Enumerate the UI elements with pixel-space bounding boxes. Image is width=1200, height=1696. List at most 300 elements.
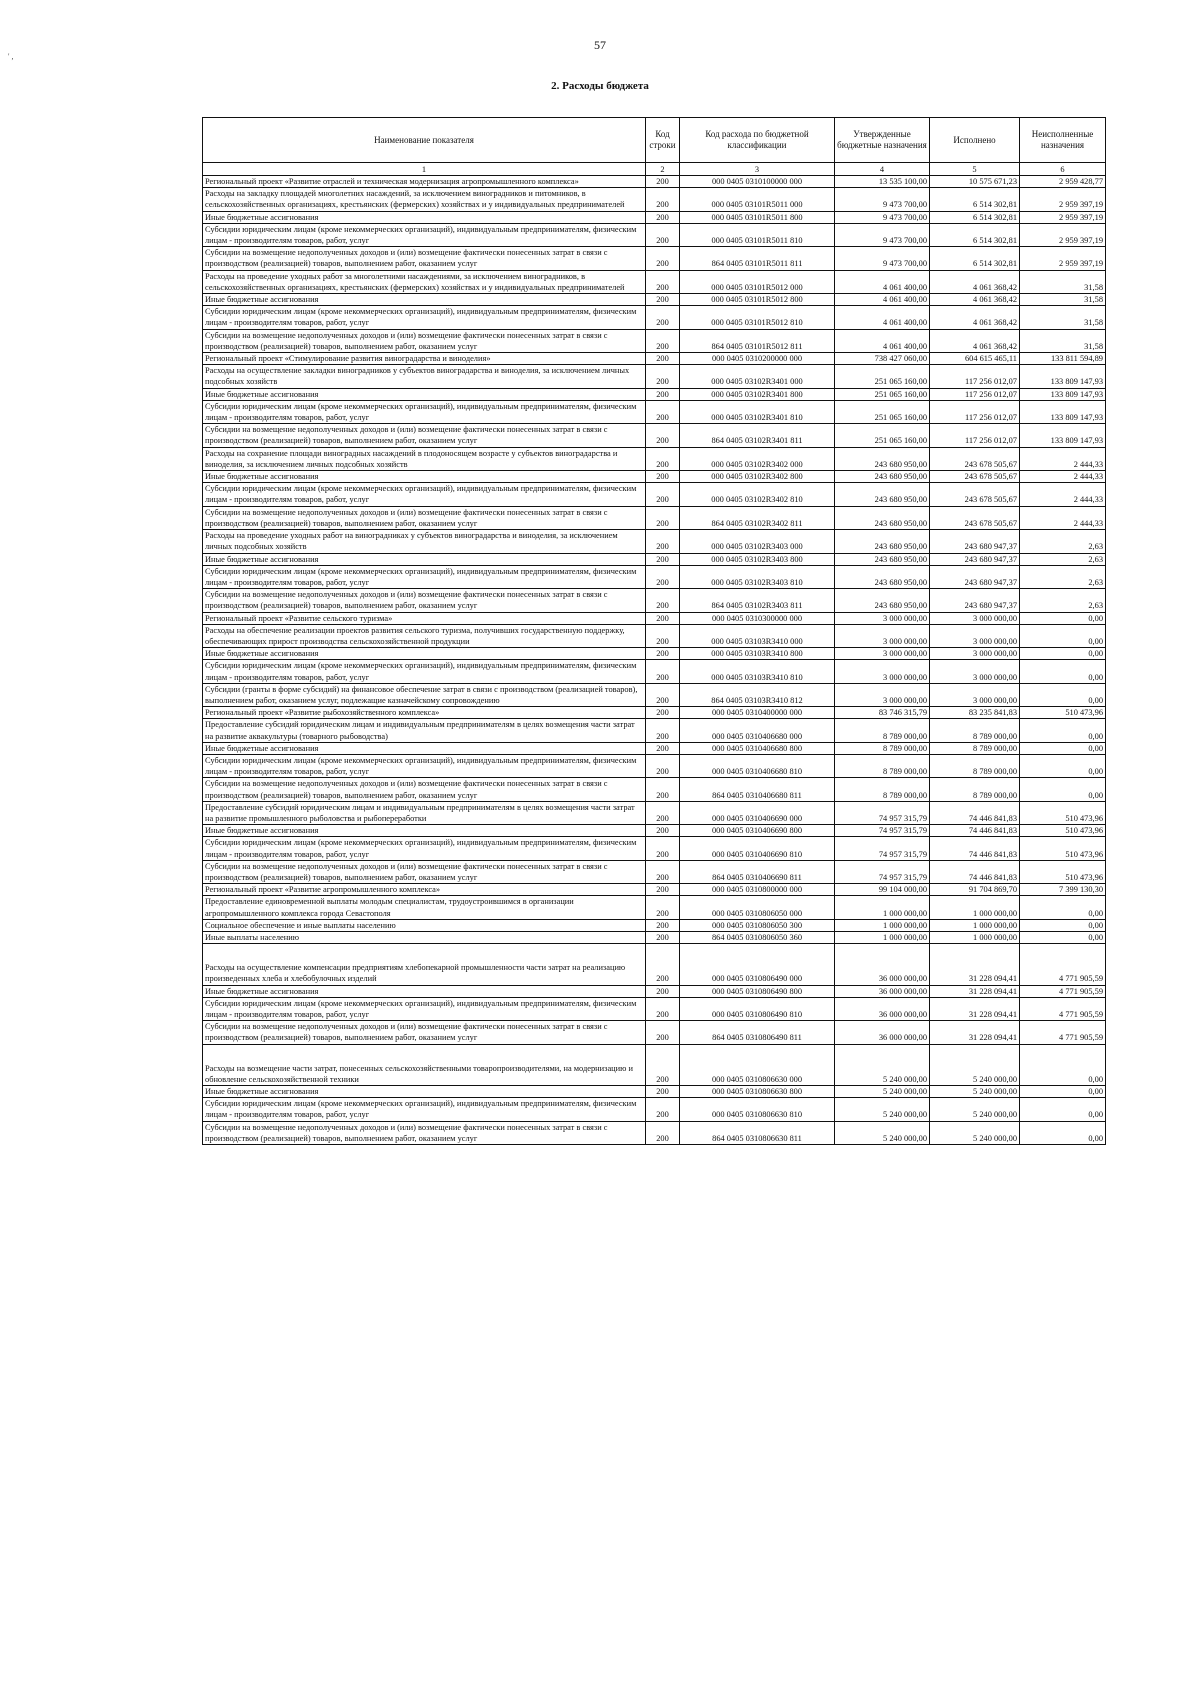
table-row [203, 176, 1106, 188]
table-body [203, 176, 1106, 1145]
row-code-cell: 200 [646, 896, 680, 919]
row-name-cell: Иные бюджетные ассигнования [203, 1086, 646, 1098]
row-classification-cell: 000 0405 0310806630 800 [680, 1086, 835, 1098]
row-executed-cell: 1 000 000,00 [930, 919, 1020, 931]
row-approved-cell: 251 065 160,00 [835, 424, 930, 447]
row-executed-cell: 1 000 000,00 [930, 896, 1020, 919]
row-executed-cell: 4 061 368,42 [930, 306, 1020, 329]
row-executed-cell: 8 789 000,00 [930, 754, 1020, 777]
row-approved-cell: 74 957 315,79 [835, 801, 930, 824]
row-classification-cell: 000 0405 03101R5012 810 [680, 306, 835, 329]
row-executed-cell: 243 680 947,37 [930, 589, 1020, 612]
row-approved-cell: 9 473 700,00 [835, 211, 930, 223]
row-name-cell: Социальное обеспечение и иные выплаты населению [203, 919, 646, 931]
row-approved-cell: 36 000 000,00 [835, 944, 930, 985]
row-code-cell: 200 [646, 997, 680, 1020]
row-name-cell: Субсидии на возмещение недополученных доходов и (или) возмещение фактически понесенных затрат в связи с производством (реализацией) товаров, выполнением работ, оказанием услуг [203, 1121, 646, 1144]
row-approved-cell: 1 000 000,00 [835, 896, 930, 919]
row-code-cell: 200 [646, 660, 680, 683]
row-executed-cell: 243 680 947,37 [930, 553, 1020, 565]
row-approved-cell: 3 000 000,00 [835, 624, 930, 647]
row-code-cell: 200 [646, 294, 680, 306]
table-row [203, 1044, 1106, 1085]
table-row [203, 211, 1106, 223]
table-row [203, 648, 1106, 660]
row-approved-cell: 9 473 700,00 [835, 247, 930, 270]
row-classification-cell: 864 0405 0310406680 811 [680, 778, 835, 801]
row-classification-cell: 000 0405 03102R3401 000 [680, 365, 835, 388]
row-classification-cell: 864 0405 03102R3401 811 [680, 424, 835, 447]
row-classification-cell: 000 0405 0310806050 000 [680, 896, 835, 919]
table-row [203, 447, 1106, 470]
row-executed-cell: 10 575 671,23 [930, 176, 1020, 188]
row-name-cell: Предоставление субсидий юридическим лицам и индивидуальным предпринимателям в целях возмещения части затрат на развитие промышленного рыболовства и рыбопереработки [203, 801, 646, 824]
row-executed-cell: 31 228 094,41 [930, 997, 1020, 1020]
row-code-cell: 200 [646, 1121, 680, 1144]
row-code-cell: 200 [646, 801, 680, 824]
row-code-cell: 200 [646, 742, 680, 754]
table-row [203, 188, 1106, 211]
row-name-cell: Субсидии на возмещение недополученных доходов и (или) возмещение фактически понесенных затрат в связи с производством (реализацией) товаров, выполнением работ, оказанием услуг [203, 778, 646, 801]
row-executed-cell: 117 256 012,07 [930, 424, 1020, 447]
row-name-cell: Субсидии юридическим лицам (кроме некоммерческих организаций), индивидуальным предпринимателям, физическим лицам - производителям товаров, работ, услуг [203, 565, 646, 588]
row-classification-cell: 000 0405 03101R5012 800 [680, 294, 835, 306]
table-row [203, 707, 1106, 719]
table-row [203, 270, 1106, 293]
row-code-cell: 200 [646, 884, 680, 896]
row-unexecuted-cell: 0,00 [1020, 896, 1106, 919]
row-classification-cell: 000 0405 0310806490 810 [680, 997, 835, 1020]
row-name-cell: Расходы на обеспечение реализации проектов развития сельского туризма, получивших государственную поддержку, обеспечивающих прирост производства сельскохозяйственной продукции [203, 624, 646, 647]
row-code-cell: 200 [646, 353, 680, 365]
row-code-cell: 200 [646, 1086, 680, 1098]
row-classification-cell: 000 0405 0310800000 000 [680, 884, 835, 896]
row-executed-cell: 243 680 947,37 [930, 530, 1020, 553]
row-approved-cell: 4 061 400,00 [835, 270, 930, 293]
row-unexecuted-cell: 2 959 397,19 [1020, 223, 1106, 246]
column-number: 2 [646, 163, 680, 176]
row-name-cell: Иные бюджетные ассигнования [203, 211, 646, 223]
row-approved-cell: 243 680 950,00 [835, 530, 930, 553]
header-approved: Утвержденные бюджетные назначения [835, 118, 930, 163]
row-executed-cell: 3 000 000,00 [930, 612, 1020, 624]
row-code-cell: 200 [646, 1044, 680, 1085]
row-classification-cell: 000 0405 0310406690 810 [680, 837, 835, 860]
table-row [203, 944, 1106, 985]
row-code-cell: 200 [646, 424, 680, 447]
row-name-cell: Предоставление единовременной выплаты молодым специалистам, трудоустроившимся в организации агропромышленного комплекса города Севастополя [203, 896, 646, 919]
row-name-cell: Субсидии (гранты в форме субсидий) на финансовое обеспечение затрат в связи с производством (реализацией товаров), выполнением работ, оказанием услуг, подлежащие казначейскому сопровождению [203, 683, 646, 706]
row-code-cell: 200 [646, 985, 680, 997]
row-unexecuted-cell: 4 771 905,59 [1020, 1021, 1106, 1044]
row-approved-cell: 74 957 315,79 [835, 860, 930, 883]
table-row [203, 530, 1106, 553]
row-approved-cell: 36 000 000,00 [835, 1021, 930, 1044]
row-unexecuted-cell: 2,63 [1020, 553, 1106, 565]
row-name-cell: Расходы на проведение уходных работ на виноградниках у субъектов виноградарства и виноделия, за исключением личных подсобных хозяйств [203, 530, 646, 553]
row-executed-cell: 91 704 869,70 [930, 884, 1020, 896]
row-approved-cell: 83 746 315,79 [835, 707, 930, 719]
row-approved-cell: 243 680 950,00 [835, 483, 930, 506]
row-executed-cell: 31 228 094,41 [930, 985, 1020, 997]
row-name-cell: Предоставление субсидий юридическим лицам и индивидуальным предпринимателям в целях возмещения части затрат на развитие аквакультуры (товарного рыбоводства) [203, 719, 646, 742]
row-approved-cell: 243 680 950,00 [835, 589, 930, 612]
row-name-cell: Иные бюджетные ассигнования [203, 471, 646, 483]
row-code-cell: 200 [646, 365, 680, 388]
row-executed-cell: 243 678 505,67 [930, 447, 1020, 470]
row-unexecuted-cell: 0,00 [1020, 660, 1106, 683]
row-classification-cell: 864 0405 03101R5012 811 [680, 329, 835, 352]
row-code-cell: 200 [646, 754, 680, 777]
row-classification-cell: 000 0405 0310100000 000 [680, 176, 835, 188]
table-row [203, 1021, 1106, 1044]
table-row [203, 985, 1106, 997]
row-name-cell: Региональный проект «Развитие рыбохозяйственного комплекса» [203, 707, 646, 719]
table-row [203, 778, 1106, 801]
row-unexecuted-cell: 0,00 [1020, 624, 1106, 647]
row-unexecuted-cell: 510 473,96 [1020, 801, 1106, 824]
row-executed-cell: 1 000 000,00 [930, 932, 1020, 944]
row-code-cell: 200 [646, 447, 680, 470]
row-classification-cell: 000 0405 0310400000 000 [680, 707, 835, 719]
row-executed-cell: 5 240 000,00 [930, 1086, 1020, 1098]
row-code-cell: 200 [646, 860, 680, 883]
row-classification-cell: 000 0405 03101R5011 800 [680, 211, 835, 223]
column-number: 1 [203, 163, 646, 176]
row-name-cell: Субсидии на возмещение недополученных доходов и (или) возмещение фактически понесенных затрат в связи с производством (реализацией) товаров, выполнением работ, оказанием услуг [203, 589, 646, 612]
row-code-cell: 200 [646, 624, 680, 647]
row-code-cell: 200 [646, 944, 680, 985]
row-approved-cell: 1 000 000,00 [835, 919, 930, 931]
row-name-cell: Субсидии на возмещение недополученных доходов и (или) возмещение фактически понесенных затрат в связи с производством (реализацией) товаров, выполнением работ, оказанием услуг [203, 506, 646, 529]
row-unexecuted-cell: 133 809 147,93 [1020, 388, 1106, 400]
row-classification-cell: 000 0405 03102R3401 800 [680, 388, 835, 400]
row-name-cell: Иные бюджетные ассигнования [203, 553, 646, 565]
row-name-cell: Субсидии на возмещение недополученных доходов и (или) возмещение фактически понесенных затрат в связи с производством (реализацией) товаров, выполнением работ, оказанием услуг [203, 860, 646, 883]
table-row [203, 506, 1106, 529]
row-classification-cell: 864 0405 0310806490 811 [680, 1021, 835, 1044]
row-code-cell: 200 [646, 483, 680, 506]
table-row [203, 247, 1106, 270]
row-unexecuted-cell: 31,58 [1020, 306, 1106, 329]
table-row [203, 294, 1106, 306]
row-classification-cell: 864 0405 03103R3410 812 [680, 683, 835, 706]
row-executed-cell: 117 256 012,07 [930, 400, 1020, 423]
table-row [203, 589, 1106, 612]
row-name-cell: Субсидии юридическим лицам (кроме некоммерческих организаций), индивидуальным предпринимателям, физическим лицам - производителям товаров, работ, услуг [203, 660, 646, 683]
row-name-cell: Расходы на закладку площадей многолетних насаждений, за исключением виноградников и питомников, в сельскохозяйственных организациях, крестьянских (фермерских) хозяйствах и у индивидуальных предпринимателей [203, 188, 646, 211]
row-executed-cell: 3 000 000,00 [930, 660, 1020, 683]
table-row [203, 932, 1106, 944]
row-code-cell: 200 [646, 188, 680, 211]
budget-expenditures-table [202, 117, 1106, 1145]
row-approved-cell: 251 065 160,00 [835, 400, 930, 423]
row-unexecuted-cell: 0,00 [1020, 742, 1106, 754]
column-number: 4 [835, 163, 930, 176]
row-unexecuted-cell: 2,63 [1020, 565, 1106, 588]
table-row [203, 365, 1106, 388]
row-approved-cell: 8 789 000,00 [835, 719, 930, 742]
row-name-cell: Субсидии юридическим лицам (кроме некоммерческих организаций), индивидуальным предпринимателям, физическим лицам - производителям товаров, работ, услуг [203, 483, 646, 506]
table-row [203, 837, 1106, 860]
row-unexecuted-cell: 0,00 [1020, 683, 1106, 706]
row-code-cell: 200 [646, 825, 680, 837]
row-name-cell: Субсидии на возмещение недополученных доходов и (или) возмещение фактически понесенных затрат в связи с производством (реализацией) товаров, выполнением работ, оказанием услуг [203, 247, 646, 270]
row-executed-cell: 3 000 000,00 [930, 624, 1020, 647]
row-executed-cell: 3 000 000,00 [930, 648, 1020, 660]
row-unexecuted-cell: 133 811 594,89 [1020, 353, 1106, 365]
table-row [203, 1098, 1106, 1121]
column-number-row [203, 163, 1106, 176]
row-executed-cell: 31 228 094,41 [930, 944, 1020, 985]
table-row [203, 471, 1106, 483]
scan-speck: ' , [8, 52, 14, 61]
row-name-cell: Субсидии юридическим лицам (кроме некоммерческих организаций), индивидуальным предпринимателям, физическим лицам - производителям товаров, работ, услуг [203, 754, 646, 777]
row-unexecuted-cell: 0,00 [1020, 719, 1106, 742]
table-row [203, 306, 1106, 329]
table-row [203, 754, 1106, 777]
row-unexecuted-cell: 510 473,96 [1020, 837, 1106, 860]
row-unexecuted-cell: 2 444,33 [1020, 471, 1106, 483]
row-executed-cell: 5 240 000,00 [930, 1098, 1020, 1121]
row-classification-cell: 000 0405 03103R3410 810 [680, 660, 835, 683]
row-name-cell: Расходы на осуществление закладки виноградников у субъектов виноградарства и виноделия, за исключением личных подсобных хозяйств [203, 365, 646, 388]
table-row [203, 483, 1106, 506]
row-approved-cell: 3 000 000,00 [835, 660, 930, 683]
row-unexecuted-cell: 2 444,33 [1020, 447, 1106, 470]
row-code-cell: 200 [646, 223, 680, 246]
table-row [203, 424, 1106, 447]
row-approved-cell: 1 000 000,00 [835, 932, 930, 944]
row-classification-cell: 864 0405 03102R3403 811 [680, 589, 835, 612]
row-classification-cell: 864 0405 0310806630 811 [680, 1121, 835, 1144]
row-code-cell: 200 [646, 306, 680, 329]
row-name-cell: Расходы на сохранение площади виноградных насаждений в плодоносящем возрасте у субъектов виноградарства и виноделия, за исключением личных подсобных хозяйств [203, 447, 646, 470]
row-classification-cell: 000 0405 03102R3403 800 [680, 553, 835, 565]
row-code-cell: 200 [646, 176, 680, 188]
table-row [203, 801, 1106, 824]
row-executed-cell: 6 514 302,81 [930, 247, 1020, 270]
table-header-row [203, 118, 1106, 163]
row-approved-cell: 243 680 950,00 [835, 471, 930, 483]
row-unexecuted-cell: 31,58 [1020, 329, 1106, 352]
row-code-cell: 200 [646, 211, 680, 223]
table-row [203, 612, 1106, 624]
table-row [203, 329, 1106, 352]
row-approved-cell: 9 473 700,00 [835, 223, 930, 246]
header-executed: Исполнено [930, 118, 1020, 163]
row-name-cell: Субсидии на возмещение недополученных доходов и (или) возмещение фактически понесенных затрат в связи с производством (реализацией) товаров, выполнением работ, оказанием услуг [203, 424, 646, 447]
row-code-cell: 200 [646, 648, 680, 660]
row-classification-cell: 000 0405 0310806490 800 [680, 985, 835, 997]
row-approved-cell: 4 061 400,00 [835, 306, 930, 329]
row-executed-cell: 243 680 947,37 [930, 565, 1020, 588]
row-unexecuted-cell: 2 959 428,77 [1020, 176, 1106, 188]
table-row [203, 919, 1106, 931]
table-row [203, 223, 1106, 246]
row-classification-cell: 000 0405 0310200000 000 [680, 353, 835, 365]
row-classification-cell: 000 0405 0310406680 810 [680, 754, 835, 777]
row-unexecuted-cell: 0,00 [1020, 1121, 1106, 1144]
row-approved-cell: 251 065 160,00 [835, 365, 930, 388]
row-code-cell: 200 [646, 683, 680, 706]
table-row [203, 896, 1106, 919]
row-executed-cell: 4 061 368,42 [930, 329, 1020, 352]
header-unexecuted: Неисполненные назначения [1020, 118, 1106, 163]
row-approved-cell: 5 240 000,00 [835, 1121, 930, 1144]
row-approved-cell: 8 789 000,00 [835, 778, 930, 801]
row-name-cell: Расходы на проведение уходных работ за многолетними насаждениями, за исключением виноградников, в сельскохозяйственных организациях, крестьянских (фермерских) хозяйствах и у индивидуальных предпринимателей [203, 270, 646, 293]
row-name-cell: Региональный проект «Стимулирование развития виноградарства и виноделия» [203, 353, 646, 365]
row-classification-cell: 864 0405 03102R3402 811 [680, 506, 835, 529]
table-row [203, 553, 1106, 565]
section-title: 2. Расходы бюджета [551, 80, 649, 92]
row-unexecuted-cell: 133 809 147,93 [1020, 424, 1106, 447]
row-unexecuted-cell: 510 473,96 [1020, 707, 1106, 719]
row-unexecuted-cell: 0,00 [1020, 1086, 1106, 1098]
row-approved-cell: 243 680 950,00 [835, 447, 930, 470]
row-unexecuted-cell: 0,00 [1020, 1098, 1106, 1121]
row-classification-cell: 000 0405 03103R3410 000 [680, 624, 835, 647]
row-unexecuted-cell: 0,00 [1020, 778, 1106, 801]
row-approved-cell: 99 104 000,00 [835, 884, 930, 896]
row-executed-cell: 74 446 841,83 [930, 860, 1020, 883]
row-unexecuted-cell: 4 771 905,59 [1020, 985, 1106, 997]
row-executed-cell: 83 235 841,83 [930, 707, 1020, 719]
row-executed-cell: 8 789 000,00 [930, 719, 1020, 742]
row-code-cell: 200 [646, 1021, 680, 1044]
row-name-cell: Субсидии юридическим лицам (кроме некоммерческих организаций), индивидуальным предпринимателям, физическим лицам - производителям товаров, работ, услуг [203, 1098, 646, 1121]
row-approved-cell: 74 957 315,79 [835, 837, 930, 860]
row-executed-cell: 8 789 000,00 [930, 778, 1020, 801]
row-unexecuted-cell: 0,00 [1020, 754, 1106, 777]
row-executed-cell: 604 615 465,11 [930, 353, 1020, 365]
table-row [203, 683, 1106, 706]
row-code-cell: 200 [646, 553, 680, 565]
row-executed-cell: 74 446 841,83 [930, 801, 1020, 824]
row-executed-cell: 3 000 000,00 [930, 683, 1020, 706]
row-name-cell: Субсидии на возмещение недополученных доходов и (или) возмещение фактически понесенных затрат в связи с производством (реализацией) товаров, выполнением работ, оказанием услуг [203, 329, 646, 352]
row-code-cell: 200 [646, 471, 680, 483]
row-name-cell: Иные бюджетные ассигнования [203, 985, 646, 997]
row-classification-cell: 000 0405 0310406690 000 [680, 801, 835, 824]
header-code: Код строки [646, 118, 680, 163]
row-code-cell: 200 [646, 932, 680, 944]
column-number: 6 [1020, 163, 1106, 176]
table-row [203, 884, 1106, 896]
row-classification-cell: 000 0405 0310406680 800 [680, 742, 835, 754]
row-approved-cell: 3 000 000,00 [835, 683, 930, 706]
row-executed-cell: 117 256 012,07 [930, 388, 1020, 400]
row-approved-cell: 5 240 000,00 [835, 1098, 930, 1121]
row-approved-cell: 4 061 400,00 [835, 329, 930, 352]
row-executed-cell: 5 240 000,00 [930, 1121, 1020, 1144]
row-unexecuted-cell: 510 473,96 [1020, 860, 1106, 883]
row-unexecuted-cell: 4 771 905,59 [1020, 944, 1106, 985]
row-classification-cell: 864 0405 03101R5011 811 [680, 247, 835, 270]
row-unexecuted-cell: 4 771 905,59 [1020, 997, 1106, 1020]
row-approved-cell: 5 240 000,00 [835, 1086, 930, 1098]
row-unexecuted-cell: 133 809 147,93 [1020, 365, 1106, 388]
row-approved-cell: 13 535 100,00 [835, 176, 930, 188]
row-classification-cell: 000 0405 03101R5011 810 [680, 223, 835, 246]
row-executed-cell: 31 228 094,41 [930, 1021, 1020, 1044]
row-code-cell: 200 [646, 612, 680, 624]
row-executed-cell: 5 240 000,00 [930, 1044, 1020, 1085]
row-approved-cell: 36 000 000,00 [835, 997, 930, 1020]
row-approved-cell: 251 065 160,00 [835, 388, 930, 400]
table-row [203, 400, 1106, 423]
row-classification-cell: 000 0405 03102R3403 810 [680, 565, 835, 588]
row-executed-cell: 4 061 368,42 [930, 270, 1020, 293]
table-row [203, 742, 1106, 754]
table-row [203, 860, 1106, 883]
row-unexecuted-cell: 31,58 [1020, 270, 1106, 293]
header-classification: Код расхода по бюджетной классификации [680, 118, 835, 163]
row-name-cell: Расходы на возмещение части затрат, понесенных сельскохозяйственными товаропроизводителями, на модернизацию и обновление сельскохозяйственной техники [203, 1044, 646, 1085]
row-code-cell: 200 [646, 837, 680, 860]
row-executed-cell: 74 446 841,83 [930, 837, 1020, 860]
row-name-cell: Субсидии на возмещение недополученных доходов и (или) возмещение фактически понесенных затрат в связи с производством (реализацией) товаров, выполнением работ, оказанием услуг [203, 1021, 646, 1044]
row-name-cell: Региональный проект «Развитие агропромышленного комплекса» [203, 884, 646, 896]
row-classification-cell: 000 0405 03102R3402 810 [680, 483, 835, 506]
row-classification-cell: 000 0405 0310806490 000 [680, 944, 835, 985]
row-unexecuted-cell: 133 809 147,93 [1020, 400, 1106, 423]
table-row [203, 353, 1106, 365]
row-classification-cell: 000 0405 03102R3402 000 [680, 447, 835, 470]
row-unexecuted-cell: 2 959 397,19 [1020, 211, 1106, 223]
row-classification-cell: 000 0405 0310806050 300 [680, 919, 835, 931]
row-classification-cell: 000 0405 03102R3401 810 [680, 400, 835, 423]
row-classification-cell: 000 0405 03102R3402 800 [680, 471, 835, 483]
row-name-cell: Субсидии юридическим лицам (кроме некоммерческих организаций), индивидуальным предпринимателям, физическим лицам - производителям товаров, работ, услуг [203, 223, 646, 246]
row-name-cell: Региональный проект «Развитие отраслей и техническая модернизация агропромышленного комплекса» [203, 176, 646, 188]
table-row [203, 997, 1106, 1020]
table-row [203, 719, 1106, 742]
table-row [203, 1121, 1106, 1144]
column-number: 3 [680, 163, 835, 176]
row-executed-cell: 117 256 012,07 [930, 365, 1020, 388]
row-unexecuted-cell: 510 473,96 [1020, 825, 1106, 837]
row-name-cell: Иные выплаты населению [203, 932, 646, 944]
row-classification-cell: 864 0405 0310406690 811 [680, 860, 835, 883]
row-executed-cell: 8 789 000,00 [930, 742, 1020, 754]
row-code-cell: 200 [646, 270, 680, 293]
row-approved-cell: 74 957 315,79 [835, 825, 930, 837]
row-approved-cell: 36 000 000,00 [835, 985, 930, 997]
row-name-cell: Расходы на осуществление компенсации предприятиям хлебопекарной промышленности части затрат на реализацию произведенных хлеба и хлебобулочных изделий [203, 944, 646, 985]
row-approved-cell: 8 789 000,00 [835, 754, 930, 777]
row-unexecuted-cell: 2 959 397,19 [1020, 247, 1106, 270]
row-approved-cell: 243 680 950,00 [835, 553, 930, 565]
column-number: 5 [930, 163, 1020, 176]
row-approved-cell: 9 473 700,00 [835, 188, 930, 211]
row-unexecuted-cell: 0,00 [1020, 612, 1106, 624]
row-name-cell: Субсидии юридическим лицам (кроме некоммерческих организаций), индивидуальным предпринимателям, физическим лицам - производителям товаров, работ, услуг [203, 997, 646, 1020]
row-executed-cell: 6 514 302,81 [930, 188, 1020, 211]
row-classification-cell: 000 0405 0310406690 800 [680, 825, 835, 837]
row-approved-cell: 243 680 950,00 [835, 565, 930, 588]
row-unexecuted-cell: 7 399 130,30 [1020, 884, 1106, 896]
row-code-cell: 200 [646, 589, 680, 612]
row-unexecuted-cell: 31,58 [1020, 294, 1106, 306]
row-approved-cell: 738 427 060,00 [835, 353, 930, 365]
row-executed-cell: 6 514 302,81 [930, 211, 1020, 223]
row-name-cell: Иные бюджетные ассигнования [203, 294, 646, 306]
row-name-cell: Субсидии юридическим лицам (кроме некоммерческих организаций), индивидуальным предпринимателям, физическим лицам - производителям товаров, работ, услуг [203, 306, 646, 329]
table-row [203, 825, 1106, 837]
row-unexecuted-cell: 0,00 [1020, 932, 1106, 944]
